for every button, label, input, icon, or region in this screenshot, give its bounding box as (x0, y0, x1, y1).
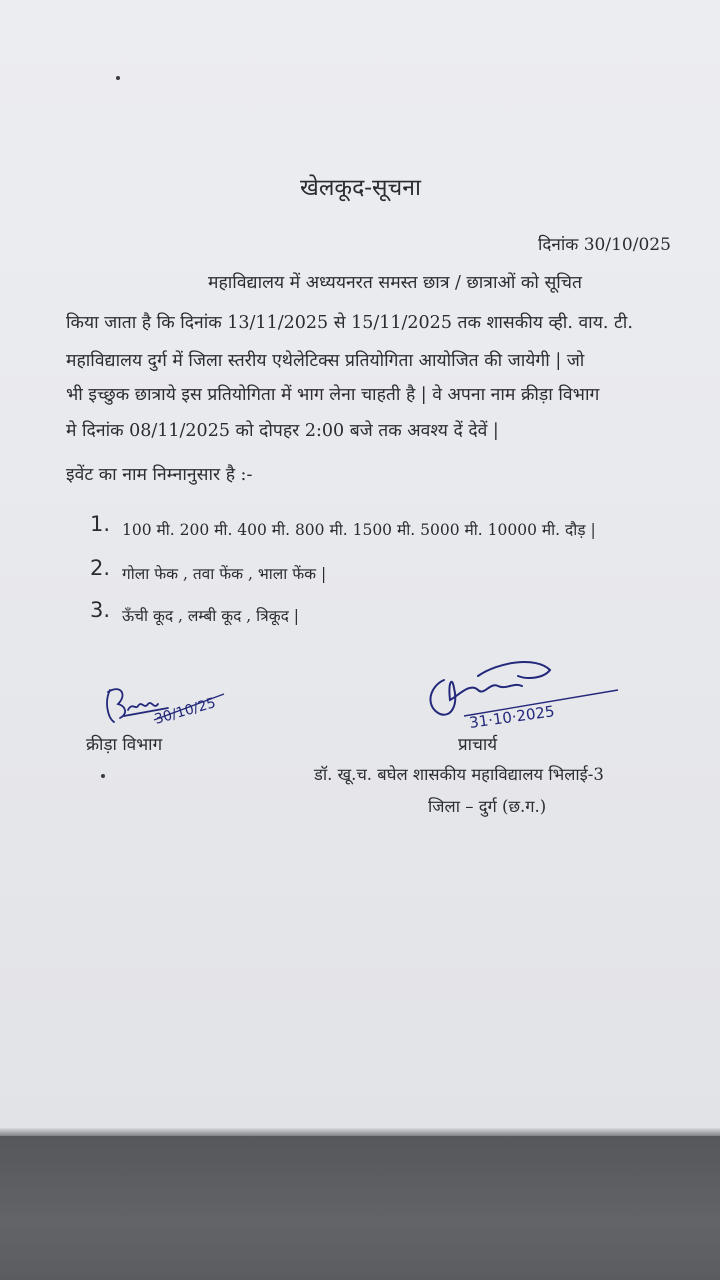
principal-label: प्राचार्य (458, 735, 498, 755)
body-line: महाविद्यालय दुर्ग में जिला स्तरीय एथेलेटिक्स प्रतियोगिता आयोजित की जायेगी | जो (66, 351, 585, 371)
principal-signature (418, 652, 628, 732)
event-item: गोला फेक , तवा फेंक , भाला फेंक | (122, 565, 327, 583)
notice-title: खेलकूद-सूचना (300, 175, 421, 201)
body-line: मे दिनांक 08/11/2025 को दोपहर 2:00 बजे तक अवश्य दें देवें | (66, 421, 499, 441)
notice-date: दिनांक 30/10/025 (538, 235, 671, 255)
event-number: 3. (90, 598, 111, 622)
sports-dept-label: क्रीड़ा विभाग (86, 735, 163, 755)
body-line: भी इच्छुक छात्राये इस प्रतियोगिता में भाग लेना चाहती है | वे अपना नाम क्रीड़ा विभाग (66, 385, 600, 405)
sports-dept-signature (98, 680, 238, 736)
principal-signature-date: 31·10·2025 (468, 702, 556, 732)
body-line: महाविद्यालय में अध्ययनरत समस्त छात्र / छात्राओं को सूचित (208, 273, 582, 293)
ink-speck (101, 774, 105, 778)
body-line: किया जाता है कि दिनांक 13/11/2025 से 15/11/2025 तक शासकीय व्ही. वाय. टी. (66, 313, 633, 333)
college-name: डॉ. खू.च. बघेल शासकीय महाविद्यालय भिलाई-3 (314, 765, 604, 784)
event-item: 100 मी. 200 मी. 400 मी. 800 मी. 1500 मी. 5000 मी. 10000 मी. दौड़ | (122, 521, 596, 539)
event-number: 1. (90, 512, 111, 536)
event-item: ऊँची कूद , लम्बी कूद , त्रिकूद | (122, 607, 299, 625)
event-number: 2. (90, 556, 111, 580)
events-heading: इवेंट का नाम निम्नानुसार है :- (66, 465, 253, 485)
sports-dept-signature-date: 30/10/25 (152, 695, 218, 728)
district-name: जिला – दुर्ग (छ.ग.) (428, 797, 547, 816)
background-surface (0, 1136, 720, 1280)
ink-speck (116, 76, 120, 80)
